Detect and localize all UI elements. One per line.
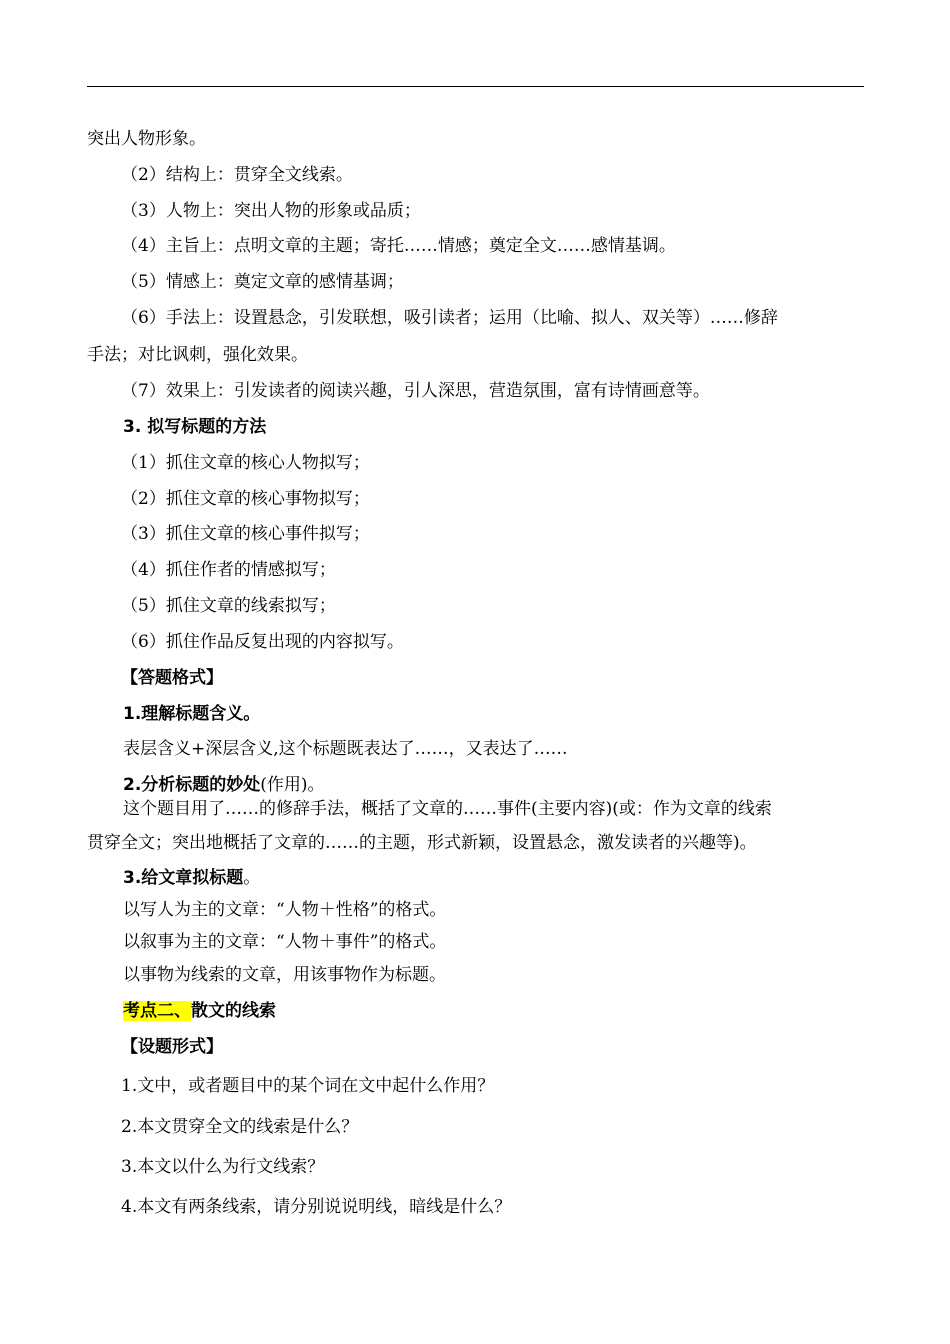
text-line: （3）人物上：突出人物的形象或品质；: [121, 201, 421, 221]
section-title: 散文的线索: [191, 1001, 276, 1021]
text-line: （4）抓住作者的情感拟写；: [121, 560, 336, 580]
text-line: 以事物为线索的文章，用该事物作为标题。: [123, 965, 446, 985]
question-item: 1.文中，或者题目中的某个词在文中起什么作用？: [121, 1076, 495, 1096]
subheading: 2.分析标题的妙处: [123, 775, 261, 795]
text-line: （7）效果上：引发读者的阅读兴趣，引人深思，营造氛围，富有诗情画意等。: [121, 381, 710, 401]
question-item: 2.本文贯穿全文的线索是什么？: [121, 1117, 359, 1137]
highlighted-label: 考点二、: [123, 1001, 191, 1021]
subheading: 3.给文章拟标题: [123, 868, 244, 888]
subheading-line: [123, 866, 260, 890]
text-line: 以写人为主的文章：“人物＋性格”的格式。: [123, 900, 447, 920]
header-rule: [87, 86, 864, 87]
text-line: 手法；对比讽刺，强化效果。: [87, 345, 308, 365]
subheading-line: [123, 773, 325, 797]
text-line: （1）抓住文章的核心人物拟写；: [121, 453, 370, 473]
text-line: 贯穿全文；突出地概括了文章的……的主题，形式新颖，设置悬念，激发读者的兴趣等)。: [87, 833, 757, 853]
text-line: 表层含义+深层含义,这个标题既表达了……，又表达了……: [123, 739, 568, 759]
subheading: 1.理解标题含义。: [123, 704, 261, 724]
text-line: （2）抓住文章的核心事物拟写；: [121, 489, 370, 509]
text-line: （6）手法上：设置悬念，引发联想，吸引读者；运用（比喻、拟人、双关等）……修辞: [121, 308, 778, 328]
text-line: （5）情感上：奠定文章的感情基调；: [121, 272, 404, 292]
answer-format-heading: 【答题格式】: [121, 668, 223, 688]
subheading-punct: 。: [243, 868, 261, 888]
text-line: （3）抓住文章的核心事件拟写；: [121, 524, 370, 544]
text-line: （2）结构上：贯穿全文线索。: [121, 165, 353, 185]
question-item: 3.本文以什么为行文线索？: [121, 1157, 325, 1177]
text-line: （4）主旨上：点明文章的主题；寄托……情感；奠定全文……感情基调。: [121, 236, 676, 256]
text-line: 突出人物形象。: [87, 129, 206, 149]
subheading-note: (作用)。: [260, 775, 325, 795]
text-line: （5）抓住文章的线索拟写；: [121, 596, 336, 616]
text-line: （6）抓住作品反复出现的内容拟写。: [121, 632, 404, 652]
question-item: 4.本文有两条线索，请分别说说明线，暗线是什么？: [121, 1197, 512, 1217]
question-format-heading: 【设题形式】: [121, 1037, 223, 1057]
text-line: 这个题目用了……的修辞手法，概括了文章的……事件(主要内容)(或：作为文章的线索: [123, 799, 772, 819]
section-title-line: [123, 999, 276, 1023]
section-heading: 3. 拟写标题的方法: [123, 417, 267, 437]
text-line: 以叙事为主的文章：“人物＋事件”的格式。: [123, 932, 447, 952]
